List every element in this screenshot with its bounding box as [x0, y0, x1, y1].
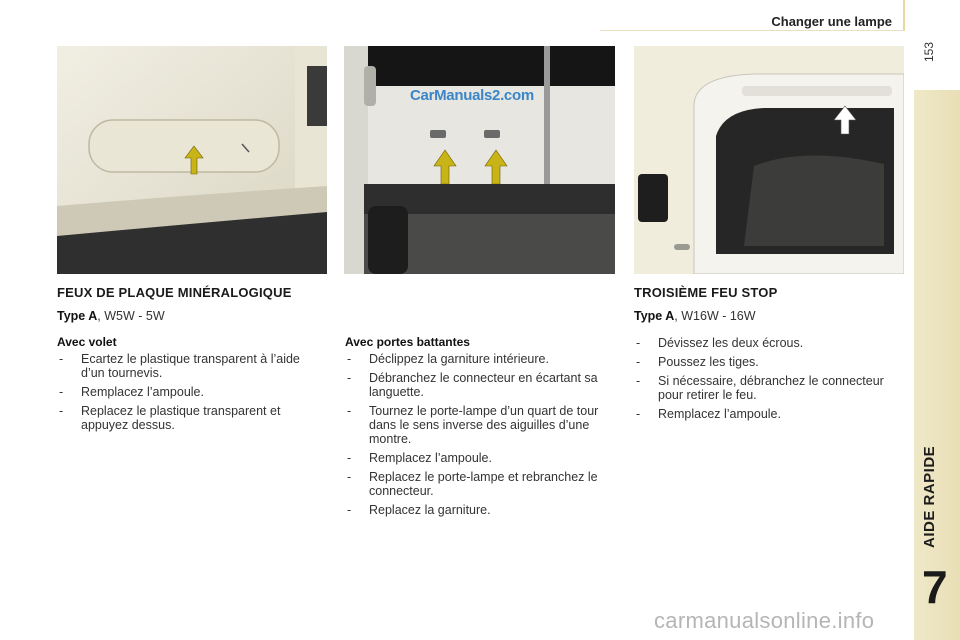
chapter-number: 7: [922, 561, 948, 613]
page-header-title: Changer une lampe: [771, 14, 892, 29]
list-item: - Remplacez l’ampoule.: [634, 407, 899, 421]
side-tab-label: AIDE RAPIDE: [921, 445, 938, 548]
subsection-title-portes: Avec portes battantes: [345, 335, 470, 349]
list-item: - Remplacez l’ampoule.: [57, 385, 322, 399]
type-label: Type A: [634, 309, 675, 323]
type-value: , W16W - 16W: [674, 309, 756, 323]
type-label: Type A: [57, 309, 98, 323]
list-item: - Déclippez la garniture intérieure.: [345, 352, 610, 366]
section-title-third-brake-light: TROISIÈME FEU STOP: [634, 285, 778, 300]
list-item: - Poussez les tiges.: [634, 355, 899, 369]
header-rule-horizontal: [600, 30, 905, 31]
steps-volet: [57, 352, 322, 437]
list-item: - Replacez la garniture.: [345, 503, 610, 517]
list-item: - Replacez le porte-lampe et rebranchez le connecteur.: [345, 470, 610, 498]
list-item: - Replacez le plastique transparent et appuyez dessus.: [57, 404, 322, 432]
photo-third-brake-light: [634, 46, 904, 274]
page-number: 153: [922, 41, 936, 62]
section-title-license-plate: FEUX DE PLAQUE MINÉRALOGIQUE: [57, 285, 292, 300]
list-item: - Débranchez le connecteur en écartant sa languette.: [345, 371, 610, 399]
bulb-type-third-brake-light: [634, 309, 756, 323]
subsection-title-volet: Avec volet: [57, 335, 117, 349]
list-item: - Dévissez les deux écrous.: [634, 336, 899, 350]
photo-license-plate-flap: [57, 46, 327, 274]
list-item: - Remplacez l’ampoule.: [345, 451, 610, 465]
steps-third-brake-light: [634, 336, 899, 426]
bulb-type-license-plate: [57, 309, 165, 323]
photo-watermark: CarManuals2.com: [410, 87, 534, 104]
photo-rear-doors: [344, 46, 615, 274]
list-item: - Ecartez le plastique transparent à l’aide d’un tournevis.: [57, 352, 322, 380]
steps-portes: [345, 352, 610, 522]
side-chapter-tab: [914, 90, 960, 640]
list-item: - Si nécessaire, débranchez le connecteur pour retirer le feu.: [634, 374, 899, 402]
list-item: - Tournez le porte-lampe d’un quart de tour dans le sens inverse des aiguilles d’une montre.: [345, 404, 610, 446]
header-rule-vertical: [903, 0, 905, 30]
footer-watermark: carmanualsonline.info: [654, 608, 875, 633]
type-value: , W5W - 5W: [97, 309, 165, 323]
